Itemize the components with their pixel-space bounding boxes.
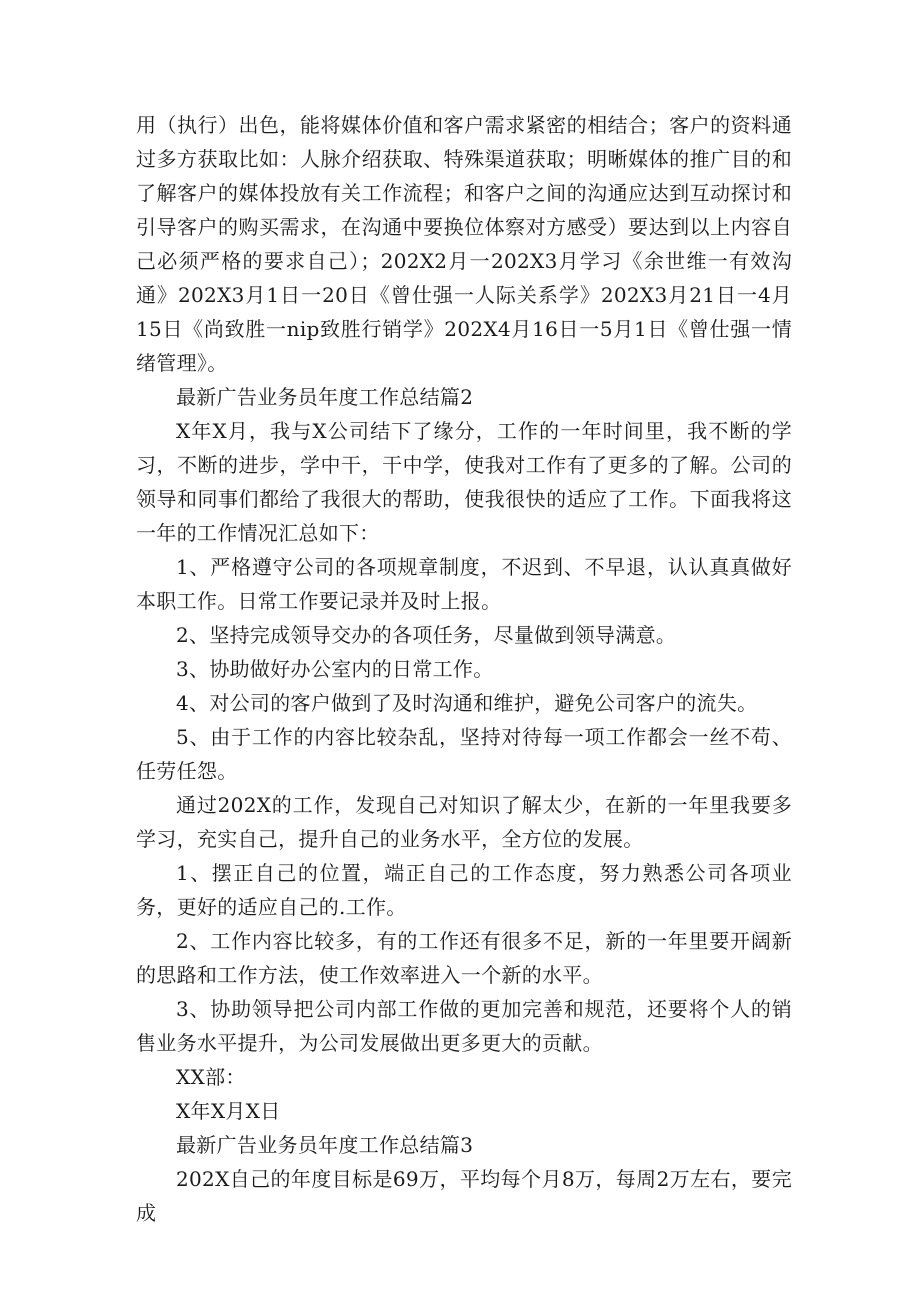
section-heading: 最新广告业务员年度工作总结篇2 <box>176 385 474 409</box>
body-paragraph: X年X月，我与X公司结下了缘分，工作的一年时间里，我不断的学习，不断的进步，学中干，干中学，使我对工作有了更多的了解。公司的领导和同事们都给了我很大的帮助，使我很快的适应了工作。下面我将这一年的工作情况汇总如下： <box>136 419 792 545</box>
list-item: 3、协助做好办公室内的日常工作。 <box>176 657 494 681</box>
signature-department: XX部： <box>176 1065 246 1089</box>
section-heading: 最新广告业务员年度工作总结篇3 <box>176 1133 474 1157</box>
list-item: 5、由于工作的内容比较杂乱，坚持对待每一项工作都会一丝不苟、任劳任怨。 <box>136 725 792 783</box>
list-item: 3、协助领导把公司内部工作做的更加完善和规范，还要将个人的销售业务水平提升，为公司发展做出更多更大的贡献。 <box>136 997 792 1055</box>
list-item: 1、摆正自己的位置，端正自己的工作态度，努力熟悉公司各项业务，更好的适应自己的.工作。 <box>136 861 792 919</box>
list-item: 2、工作内容比较多，有的工作还有很多不足，新的一年里要开阔新的思路和工作方法，使工作效率进入一个新的水平。 <box>136 929 792 987</box>
list-item: 2、坚持完成领导交办的各项任务，尽量做到领导满意。 <box>176 623 677 647</box>
body-paragraph: 202X自己的年度目标是69万，平均每个月8万，每周2万左右，要完成 <box>136 1167 792 1225</box>
body-paragraph: 用（执行）出色，能将媒体价值和客户需求紧密的相结合；客户的资料通过多方获取比如：人脉介绍获取、特殊渠道获取；明晰媒体的推广目的和了解客户的媒体投放有关工作流程；和客户之间的沟通应达到互动探讨和引导客户的购买需求，在沟通中要换位体察对方感受）要达到以上内容自己必须严格的要求自己）；202X2月一202X3月学习《余世维一有效沟通》202X3月1日一20日《曾仕强一人际关系学》202X3月21日一4月15日《尚致胜一nip致胜行销学》202X4月16日一5月1日《曾仕强一情绪管理》。 <box>136 113 792 375</box>
body-paragraph: 通过202X的工作，发现自己对知识了解太少，在新的一年里我要多学习，充实自己，提升自己的业务水平，全方位的发展。 <box>136 793 792 851</box>
list-item: 1、严格遵守公司的各项规章制度，不迟到、不早退，认认真真做好本职工作。日常工作要记录并及时上报。 <box>136 555 792 613</box>
list-item: 4、对公司的客户做到了及时沟通和维护，避免公司客户的流失。 <box>176 691 758 715</box>
signature-date: X年X月X日 <box>176 1099 281 1123</box>
document-body <box>136 108 792 1230</box>
